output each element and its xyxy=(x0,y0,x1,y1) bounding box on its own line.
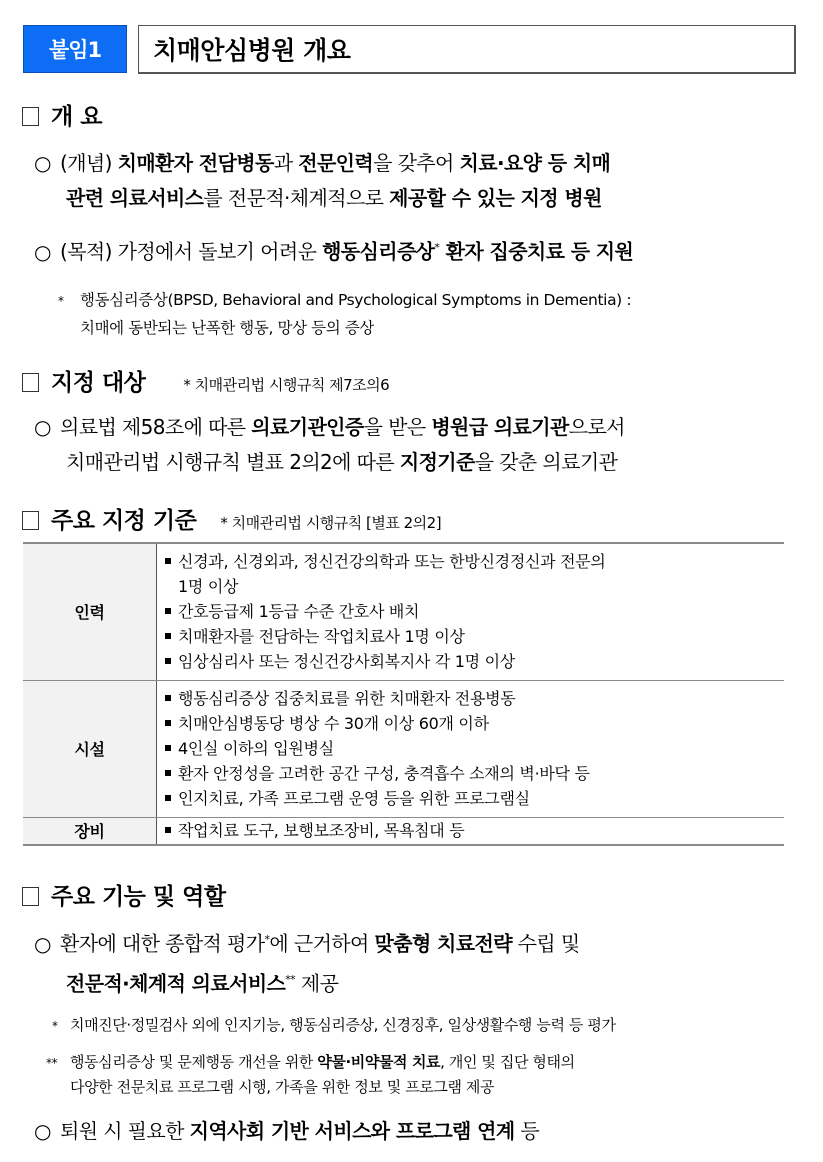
circle-bullet-icon: ○ xyxy=(34,239,51,264)
continuation xyxy=(34,181,794,216)
text: 관련 의료서비스 xyxy=(66,186,204,210)
text: 제공할 수 있는 지정 병원 xyxy=(389,186,602,210)
text: 약물·비약물적 치료 xyxy=(317,1053,441,1071)
text: 인지치료, 가족 프로그램 운영 등을 위한 프로그램실 xyxy=(178,789,530,808)
text: 치료·요양 등 치매 xyxy=(459,151,611,175)
text: 맞춤형 치료전략 xyxy=(374,931,512,956)
text: 제공 xyxy=(295,971,339,996)
text: 간호등급제 1등급 수준 간호사 배치 xyxy=(178,602,420,622)
circle-bullet-icon: ○ xyxy=(34,415,51,439)
table-row xyxy=(23,680,784,817)
text: 치매진단·정밀검사 외에 인지기능, 행동심리증상, 신경징후, 일상생활수행 능력 등 평가 xyxy=(70,1016,616,1034)
square-bullet-icon xyxy=(165,795,171,801)
text: 환자에 대한 종합적 평가 xyxy=(60,931,265,956)
overview-concept xyxy=(34,146,794,216)
text: 의료법 제58조에 따른 xyxy=(60,415,252,439)
text: 지역사회 기반 서비스와 프로그램 연계 xyxy=(189,1119,515,1143)
square-bullet-icon xyxy=(165,827,171,833)
row-label: 시설 xyxy=(23,680,157,817)
text: 를 전문적·체계적으로 xyxy=(203,186,390,210)
square-bullet-icon xyxy=(165,633,171,639)
asterisk: * xyxy=(58,294,64,308)
square-bullet-icon xyxy=(165,745,171,751)
section-criteria-heading xyxy=(22,502,441,535)
square-bullet-icon xyxy=(165,608,171,614)
list-item xyxy=(165,818,784,843)
circle-bullet-icon: ○ xyxy=(34,931,51,956)
text: 행동심리증상 집중치료를 위한 치매환자 전용병동 xyxy=(178,689,516,708)
circle-bullet-icon: ○ xyxy=(34,151,51,175)
text: 신경과, 신경외과, 정신건강의학과 또는 한방신경정신과 전문의 xyxy=(178,552,606,572)
row-items xyxy=(157,817,785,845)
text: 지정기준 xyxy=(399,450,475,474)
square-bullet-icon xyxy=(165,695,171,701)
circle-bullet-icon: ○ xyxy=(34,1119,51,1143)
section-target-heading xyxy=(22,364,389,397)
section-title: 주요 기능 및 역할 xyxy=(51,884,226,910)
checkbox-square-icon xyxy=(22,887,39,906)
text: 과 xyxy=(273,151,299,175)
roles-assessment xyxy=(34,922,794,1001)
checkbox-square-icon xyxy=(22,373,39,392)
square-bullet-icon xyxy=(165,770,171,776)
section-note: * 치매관리법 시행규칙 제7조의6 xyxy=(183,376,390,394)
text: 으로서 xyxy=(568,415,625,439)
row-items xyxy=(157,680,785,817)
list-item xyxy=(165,549,784,574)
text: 작업치료 도구, 보행보조장비, 목욕침대 등 xyxy=(178,821,465,841)
text: 치매관리법 시행규칙 별표 2의2에 따른 xyxy=(66,450,400,474)
list-item xyxy=(165,761,784,786)
page-title: 치매안심병원 개요 xyxy=(138,25,796,74)
section-overview-heading xyxy=(22,98,102,131)
text: 에 근거하여 xyxy=(269,931,375,956)
text: 치매안심병동당 병상 수 30개 이상 60개 이하 xyxy=(178,714,489,733)
text: 치매환자 전담병동 xyxy=(117,151,274,175)
text: 의료기관인증 xyxy=(251,415,364,439)
asterisk: ** xyxy=(46,1056,58,1070)
text: 병원급 의료기관 xyxy=(431,415,569,439)
list-item xyxy=(165,649,784,674)
table-row xyxy=(23,817,784,845)
text: 수립 및 xyxy=(511,931,580,956)
section-title: 개 요 xyxy=(51,104,102,130)
text: 을 갖춘 의료기관 xyxy=(474,450,618,474)
overview-footnote xyxy=(58,287,798,342)
list-item xyxy=(165,599,784,624)
title-row xyxy=(23,25,796,74)
row-items xyxy=(157,543,785,680)
list-item xyxy=(165,686,784,711)
text: 행동심리증상 및 문제행동 개선을 위한 xyxy=(70,1053,318,1071)
text: 을 받은 xyxy=(363,415,432,439)
list-item xyxy=(165,624,784,649)
list-item xyxy=(165,786,784,811)
text: 치매환자를 전담하는 작업치료사 1명 이상 xyxy=(178,627,465,647)
footnote-marker: ** xyxy=(285,972,296,986)
checkbox-square-icon xyxy=(22,107,39,126)
text: 임상심리사 또는 정신건강사회복지사 각 1명 이상 xyxy=(178,652,515,672)
table-row xyxy=(23,543,784,680)
text: 행동심리증상 xyxy=(322,239,435,264)
section-title: 지정 대상 xyxy=(51,370,146,396)
text: 환자 안정성을 고려한 공간 구성, 충격흡수 소재의 벽·바닥 등 xyxy=(178,764,590,783)
attachment-badge: 붙임1 xyxy=(23,25,127,73)
square-bullet-icon xyxy=(165,558,171,564)
footnote-marker: * xyxy=(264,933,270,946)
list-item xyxy=(165,711,784,736)
overview-purpose xyxy=(34,230,794,270)
text: (개념) xyxy=(60,151,118,175)
section-note: * 치매관리법 시행규칙 [별표 2의2] xyxy=(220,514,442,532)
text: 퇴원 시 필요한 xyxy=(60,1119,190,1143)
text: 환자 집중치료 등 지원 xyxy=(439,239,634,264)
target-description xyxy=(34,410,794,480)
section-title: 주요 지정 기준 xyxy=(51,508,197,534)
square-bullet-icon xyxy=(165,720,171,726)
text: 등 xyxy=(514,1119,540,1143)
asterisk: * xyxy=(52,1019,58,1033)
row-label: 장비 xyxy=(23,817,157,845)
checkbox-square-icon xyxy=(22,511,39,530)
criteria-table xyxy=(23,542,784,846)
text: (목적) 가정에서 돌보기 어려운 xyxy=(60,239,323,264)
continuation xyxy=(34,962,794,1002)
section-roles-heading xyxy=(22,878,226,911)
text: , 개인 및 집단 형태의 xyxy=(440,1053,575,1071)
text: 전문인력 xyxy=(298,151,374,175)
list-item-wrap: 1명 이상 xyxy=(178,577,239,597)
row-label: 인력 xyxy=(23,543,157,680)
text: 행동심리증상(BPSD, Behavioral and Psychological Symptoms in Dementia) : xyxy=(80,291,632,309)
continuation xyxy=(34,445,794,480)
text: 다양한 전문치료 프로그램 시행, 가족을 위한 정보 및 프로그램 제공 xyxy=(70,1078,495,1096)
text: 치매에 동반되는 난폭한 행동, 망상 등의 증상 xyxy=(80,319,375,337)
roles-discharge xyxy=(34,1114,794,1149)
text: 전문적·체계적 의료서비스 xyxy=(66,971,286,996)
text: 을 갖추어 xyxy=(373,151,460,175)
square-bullet-icon xyxy=(165,658,171,664)
text: 4인실 이하의 입원병실 xyxy=(178,739,334,758)
roles-footnote-1 xyxy=(52,1012,812,1040)
footnote-marker: * xyxy=(434,241,440,254)
roles-footnote-2 xyxy=(46,1050,806,1099)
list-item xyxy=(165,736,784,761)
